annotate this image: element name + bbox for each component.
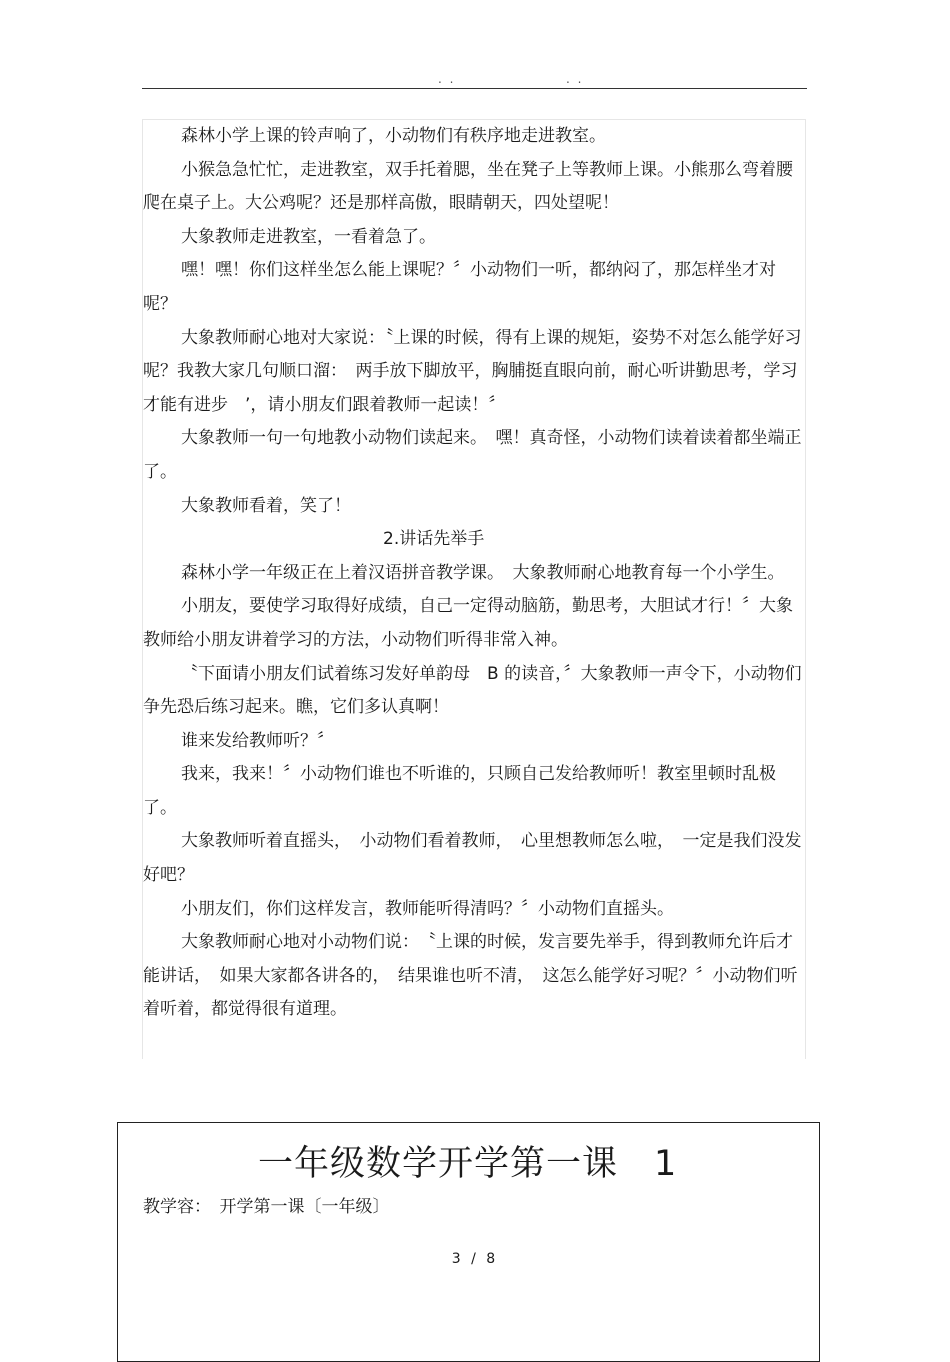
lesson-title: 一年级数学开学第一课 1 <box>258 1144 678 1184</box>
story-paragraph: 大象教师一句一句地教小动物们读起来。 嘿！真奇怪，小动物们读着读着都坐端正了。 <box>143 428 802 482</box>
story-paragraph: 大象教师耐心地对小动物们说： 〝上课的时候，发言要先举手，得到教师允许后才能讲话， 如果大家都各讲各的， 结果谁也听不清， 这怎么能学好习呢？〞小动物们听着听着，都觉得很有道理。 <box>143 932 798 1020</box>
header-dots-left: . . <box>438 72 456 86</box>
page-number: 3 / 8 <box>451 1251 499 1267</box>
header-rule <box>142 88 807 89</box>
story-paragraph: 小朋友，要使学习取得好成绩，自己一定得动脑筋，勤思考，大胆试才行！〞大象教师给小朋友讲着学习的方法，小动物们听得非常入神。 <box>143 596 793 650</box>
story-paragraph: 我来，我来！〞小动物们谁也不听谁的，只顾自己发给教师听！教室里顿时乱极了。 <box>143 764 776 818</box>
header-dots-right: . . <box>566 72 584 86</box>
story-paragraph: 小朋友们，你们这样发言，教师能听得清吗？〞小动物们直摇头。 <box>181 898 674 919</box>
story-paragraph: 森林小学上课的铃声响了，小动物们有秩序地走进教室。 <box>181 126 606 146</box>
story-paragraph: 大象教师走进教室，一看着急了。 <box>181 226 436 247</box>
story-paragraph: 大象教师看着，笑了！ <box>181 495 351 516</box>
story-paragraph: 谁来发给教师听？〞 <box>181 730 334 751</box>
header-dots <box>438 72 584 86</box>
story-paragraph: 森林小学一年级正在上着汉语拼音教学课。 大象教师耐心地教育每一个小学生。 <box>181 562 785 583</box>
story-body <box>143 120 803 1027</box>
lesson-content-line: 教学容： 开学第一课〔一年级〕 <box>143 1197 390 1217</box>
section-heading: 2.讲话先举手 <box>383 529 485 550</box>
story-paragraph: 〝下面请小朋友们试着练习发好单韵母 B 的读音，〞大象教师一声令下，小动物们争先恐后练习起来。瞧，它们多认真啊！ <box>143 663 802 718</box>
story-paragraph: 嘿！嘿！你们这样坐怎么能上课呢？〞小动物们一听，都纳闷了，那怎样坐才对呢？ <box>143 260 776 314</box>
story-paragraph: 大象教师听着直摇头， 小动物们看着教师， 心里想教师怎么啦， 一定是我们没发好吧？ <box>143 831 802 886</box>
story-paragraph: 小猴急急忙忙，走进教室，双手托着腮，坐在凳子上等教师上课。小熊那么弯着腰爬在桌子上。大公鸡呢？还是那样高傲，眼睛朝天，四处望呢！ <box>143 159 793 214</box>
story-paragraph: 大象教师耐心地对大家说：〝上课的时候，得有上课的规矩，姿势不对怎么能学好习呢？我教大家几句顺口溜： 两手放下脚放平，胸脯挺直眼向前，耐心听讲勤思考，学习才能有进步 ’，请小朋友们跟着教师一起读！〞 <box>143 327 802 415</box>
